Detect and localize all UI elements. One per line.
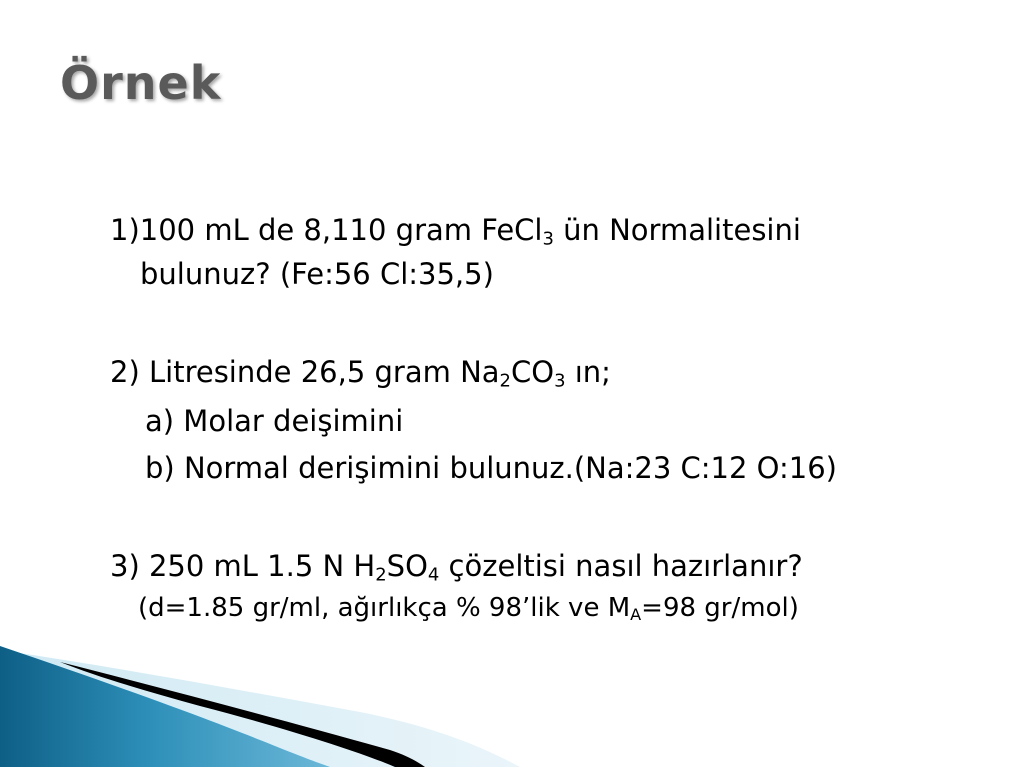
question-1-line-2: bulunuz? (Fe:56 Cl:35,5): [140, 257, 494, 291]
q3-line2-text-a: (d=1.85 gr/ml, ağırlıkça % 98’lik ve M: [138, 593, 631, 623]
q1-text-a: 1)100 mL de 8,110 gram FeCl: [110, 213, 543, 247]
question-3-line-2: [138, 594, 799, 624]
question-2-part-b: b) Normal derişimini bulunuz.(Na:23 C:12 O:16): [145, 451, 837, 485]
q3-text-c: çözeltisi nasıl hazırlanır?: [439, 549, 803, 583]
question-1-line-1: [110, 213, 801, 250]
q3-subscript-2: 4: [427, 564, 440, 586]
q2-text-a: 2) Litresinde 26,5 gram Na: [110, 355, 500, 389]
question-2-part-a: a) Molar deişimini: [145, 404, 404, 438]
q1-text-b: ün Normalitesini: [553, 213, 801, 247]
question-2-line-1: [110, 355, 611, 392]
q2-text-c: ın;: [565, 355, 611, 389]
q3-line2-text-b: =98 gr/mol): [641, 593, 799, 623]
q2-text-b: CO: [510, 355, 555, 389]
q3-text-b: SO: [386, 549, 428, 583]
q3-text-a: 3) 250 mL 1.5 N H: [110, 549, 376, 583]
wave-light-band: [0, 650, 520, 767]
q2-subscript-2: 3: [554, 370, 566, 392]
q2-subscript-1: 2: [499, 370, 511, 392]
q3-line2-subscript: A: [630, 605, 642, 625]
wave-black-stripe: [60, 662, 425, 767]
question-3-line-1: [110, 549, 803, 586]
wave-blue-band: [0, 646, 330, 767]
q3-subscript-1: 2: [375, 564, 387, 586]
slide-title: Örnek: [60, 56, 222, 110]
q1-subscript: 3: [542, 228, 554, 250]
